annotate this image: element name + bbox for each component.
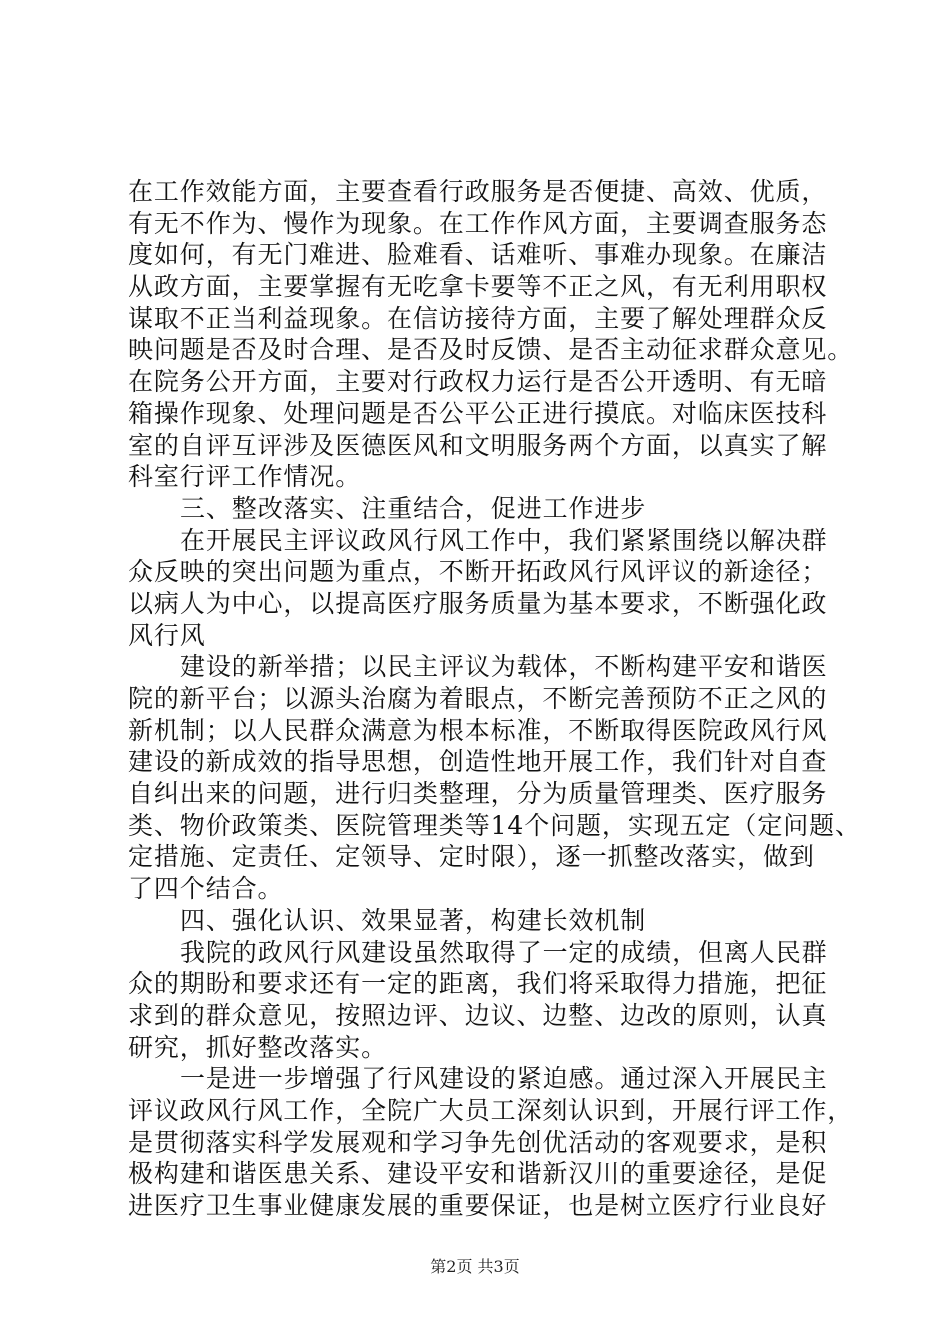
text-line: 谋取不正当利益现象。在信访接待方面，主要了解处理群众反 bbox=[128, 303, 828, 333]
text-line: 室的自评互评涉及医德医风和文明服务两个方面，以真实了解 bbox=[128, 430, 828, 460]
text-line: 了四个结合。 bbox=[128, 874, 284, 904]
text-line: 进医疗卫生事业健康发展的重要保证，也是树立医疗行业良好 bbox=[128, 1191, 828, 1220]
text-line: 建设的新举措；以民主评议为载体，不断构建平安和谐医 bbox=[180, 652, 828, 682]
text-line: 建设的新成效的指导思想，创造性地开展工作，我们针对自查 bbox=[128, 747, 828, 777]
text-line: 类、物价政策类、医院管理类等14个问题，实现五定（定问题、 bbox=[128, 810, 861, 840]
text-line: 在院务公开方面，主要对行政权力运行是否公开透明、有无暗 bbox=[128, 367, 828, 397]
text-line: 在开展民主评议政风行风工作中，我们紧紧围绕以解决群 bbox=[180, 525, 828, 555]
text-line: 研究，抓好整改落实。 bbox=[128, 1032, 388, 1062]
text-line: 定措施、定责任、定领导、定时限），逐一抓整改落实，做到 bbox=[128, 842, 815, 872]
text-line: 在工作效能方面，主要查看行政服务是否便捷、高效、优质， bbox=[128, 177, 828, 206]
text-line: 科室行评工作情况。 bbox=[128, 462, 362, 492]
text-line: 一是进一步增强了行风建设的紧迫感。通过深入开展民主 bbox=[180, 1064, 828, 1094]
text-line: 有无不作为、慢作为现象。在工作作风方面，主要调查服务态 bbox=[128, 208, 828, 238]
text-line: 从政方面，主要掌握有无吃拿卡要等不正之风，有无利用职权 bbox=[128, 272, 828, 302]
document-body bbox=[128, 176, 861, 1222]
text-line: 自纠出来的问题，进行归类整理，分为质量管理类、医疗服务 bbox=[128, 779, 828, 809]
text-line: 院的新平台；以源头治腐为着眼点，不断完善预防不正之风的 bbox=[128, 684, 828, 713]
text-line: 求到的群众意见，按照边评、边议、边整、边改的原则，认真 bbox=[128, 1000, 828, 1030]
text-line: 风行风 bbox=[128, 620, 206, 650]
text-line: 度如何，有无门难进、脸难看、话难听、事难办现象。在廉洁 bbox=[128, 240, 828, 270]
text-line: 箱操作现象、处理问题是否公平公正进行摸底。对临床医技科 bbox=[128, 398, 828, 428]
text-line: 我院的政风行风建设虽然取得了一定的成绩，但离人民群 bbox=[180, 937, 828, 967]
text-line: 四、强化认识、效果显著，构建长效机制 bbox=[180, 905, 647, 935]
page-footer: 第2页 共3页 bbox=[430, 1257, 520, 1276]
text-line: 映问题是否及时合理、是否及时反馈、是否主动征求群众意见。 bbox=[128, 335, 854, 365]
text-line: 众的期盼和要求还有一定的距离，我们将采取得力措施，把征 bbox=[128, 969, 828, 999]
text-line: 评议政风行风工作，全院广大员工深刻认识到，开展行评工作， bbox=[128, 1095, 854, 1125]
text-line: 三、整改落实、注重结合，促进工作进步 bbox=[180, 493, 647, 523]
text-line: 新机制；以人民群众满意为根本标准，不断取得医院政风行风 bbox=[128, 715, 828, 745]
text-line: 是贯彻落实科学发展观和学习争先创优活动的客观要求，是积 bbox=[128, 1127, 828, 1157]
text-line: 众反映的突出问题为重点，不断开拓政风行风评议的新途径； bbox=[128, 557, 828, 587]
text-line: 极构建和谐医患关系、建设平安和谐新汉川的重要途径，是促 bbox=[128, 1159, 828, 1189]
text-line: 以病人为中心，以提高医疗服务质量为基本要求，不断强化政 bbox=[128, 588, 828, 618]
